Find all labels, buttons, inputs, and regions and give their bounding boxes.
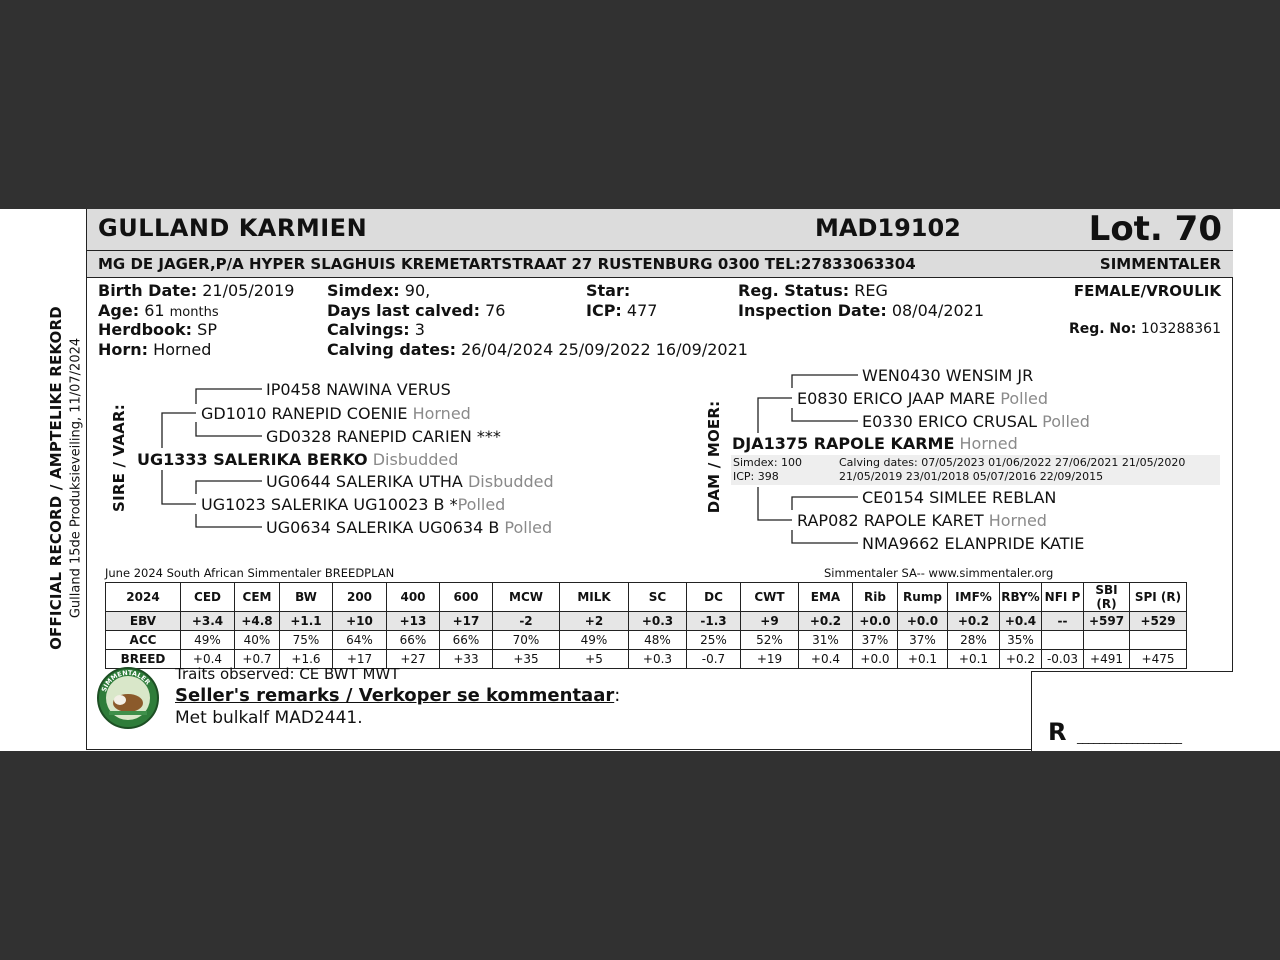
ebv-cell: +3.4: [181, 612, 235, 631]
seller-remarks: Met bulkalf MAD2441.: [175, 708, 363, 728]
ebv-trait-header: NFI P: [1042, 583, 1084, 612]
ebv-cell: 37%: [898, 631, 948, 650]
ebv-cell: +491: [1084, 650, 1130, 669]
ebv-cell: +0.0: [853, 612, 898, 631]
ebv-cell: +4.8: [235, 612, 280, 631]
price-currency: R: [1048, 718, 1067, 746]
breed-label: SIMMENTALER: [1099, 255, 1221, 273]
ebv-trait-header: 200: [333, 583, 387, 612]
ebv-cell: +475: [1130, 650, 1187, 669]
ebv-cell: +529: [1130, 612, 1187, 631]
ebv-trait-header: IMF%: [948, 583, 1000, 612]
ebv-cell: 66%: [440, 631, 493, 650]
ebv-cell: 37%: [853, 631, 898, 650]
ebv-cell: +0.4: [799, 650, 853, 669]
simdex: Simdex: 90,: [327, 281, 431, 300]
dam-calving-dates-2: 21/05/2019 23/01/2018 05/07/2016 22/09/2015: [839, 470, 1104, 483]
ebv-cell: 64%: [333, 631, 387, 650]
ebv-cell: +13: [387, 612, 440, 631]
sire-name: UG1333 SALERIKA BERKO Disbudded: [137, 450, 459, 469]
ebv-cell: +17: [333, 650, 387, 669]
dam-dam: RAP082 RAPOLE KARET Horned: [797, 511, 1047, 530]
ebv-trait-header: BW: [280, 583, 333, 612]
breedplan-website: Simmentaler SA-- www.simmentaler.org: [824, 566, 1054, 580]
ebv-cell: +0.4: [1000, 612, 1042, 631]
ebv-cell: 66%: [387, 631, 440, 650]
ebv-cell: 48%: [629, 631, 687, 650]
sire-dam-sire: UG0644 SALERIKA UTHA Disbudded: [266, 472, 554, 491]
ebv-cell: +5: [560, 650, 629, 669]
inspection-date: Inspection Date: 08/04/2021: [738, 301, 985, 320]
ebv-trait-header: EMA: [799, 583, 853, 612]
ebv-cell: [1130, 631, 1187, 650]
calvings: Calvings: 3: [327, 320, 425, 339]
horn: Horn: Horned: [98, 340, 212, 359]
ebv-cell: 35%: [1000, 631, 1042, 650]
dam-name: DJA1375 RAPOLE KARME Horned: [732, 434, 1018, 453]
star: Star:: [586, 281, 631, 300]
dam-calving-dates: Calving dates: 07/05/2023 01/06/2022 27/06/2021 21/05/2020: [839, 456, 1186, 469]
dam-dam-sire: CE0154 SIMLEE REBLAN: [862, 488, 1057, 507]
ebv-cell: -1.3: [687, 612, 741, 631]
calving-dates: Calving dates: 26/04/2024 25/09/2022 16/09/2021: [327, 340, 748, 359]
dam-sire-dam: E0330 ERICO CRUSAL Polled: [862, 412, 1090, 431]
dam-icp: ICP: 398: [733, 470, 779, 483]
ebv-cell: [1042, 631, 1084, 650]
ebv-cell: +0.1: [948, 650, 1000, 669]
ebv-cell: +33: [440, 650, 493, 669]
ebv-cell: +1.1: [280, 612, 333, 631]
ebv-trait-header: Rib: [853, 583, 898, 612]
ebv-cell: +17: [440, 612, 493, 631]
ebv-row: [106, 612, 1187, 631]
sire-dam: UG1023 SALERIKA UG10023 B *Polled: [201, 495, 506, 514]
dam-sire-sire: WEN0430 WENSIM JR: [862, 366, 1034, 385]
price-line[interactable]: ___________________: [1077, 730, 1182, 744]
reg-number: Reg. No: 103288361: [1068, 321, 1221, 337]
traits-observed: Traits observed: CE BWT MWT: [175, 665, 400, 683]
ebv-cell: +9: [741, 612, 799, 631]
icp: ICP: 477: [586, 301, 658, 320]
sire-sire-dam: GD0328 RANEPID CARIEN ***: [266, 427, 501, 446]
animal-id: MAD19102: [815, 214, 961, 242]
ebv-cell: +0.1: [898, 650, 948, 669]
ebv-cell: +35: [493, 650, 560, 669]
breedplan-caption: June 2024 South African Simmentaler BREEDPLAN: [105, 566, 395, 580]
ebv-trait-header: MCW: [493, 583, 560, 612]
ebv-trait-header: SBI (R): [1084, 583, 1130, 612]
animal-name: GULLAND KARMIEN: [98, 214, 368, 242]
birth-date: Birth Date: 21/05/2019: [98, 281, 295, 300]
ebv-trait-header: SC: [629, 583, 687, 612]
ebv-cell: [1084, 631, 1130, 650]
ebv-trait-header: 400: [387, 583, 440, 612]
ebv-cell: +0.4: [181, 650, 235, 669]
acc-row: [106, 631, 1187, 650]
ebv-cell: +0.3: [629, 650, 687, 669]
ebv-year-header: 2024: [106, 583, 181, 612]
remarks-heading: Seller's remarks / Verkoper se kommentaar:: [175, 685, 621, 706]
ebv-row-label: BREED: [106, 650, 181, 669]
ebv-cell: +10: [333, 612, 387, 631]
ebv-cell: +0.2: [1000, 650, 1042, 669]
ebv-cell: 52%: [741, 631, 799, 650]
svg-text:SIMMENTALER: SIMMENTALER: [99, 668, 152, 693]
ebv-cell: -0.7: [687, 650, 741, 669]
reg-status: Reg. Status: REG: [738, 281, 888, 300]
ebv-cell: -0.03: [1042, 650, 1084, 669]
ebv-trait-header: CWT: [741, 583, 799, 612]
ebv-cell: +597: [1084, 612, 1130, 631]
ebv-cell: 49%: [560, 631, 629, 650]
ebv-cell: +0.2: [799, 612, 853, 631]
dam-sire: E0830 ERICO JAAP MARE Polled: [797, 389, 1049, 408]
dam-simdex: Simdex: 100: [733, 456, 803, 469]
ebv-cell: 25%: [687, 631, 741, 650]
ebv-trait-header: RBY%: [1000, 583, 1042, 612]
owner-address: MG DE JAGER,P/A HYPER SLAGHUIS KREMETARTSTRAAT 27 RUSTENBURG 0300 TEL:27833063304: [98, 255, 916, 273]
ebv-cell: 40%: [235, 631, 280, 650]
sex-label: FEMALE/VROULIK: [1073, 282, 1221, 300]
ebv-trait-header: MILK: [560, 583, 629, 612]
dam-dam-dam: NMA9662 ELANPRIDE KATIE: [862, 534, 1085, 553]
ebv-cell: +0.3: [629, 612, 687, 631]
ebv-table: [105, 582, 1187, 669]
ebv-cell: 31%: [799, 631, 853, 650]
ebv-trait-header: CED: [181, 583, 235, 612]
simmentaler-logo: [97, 667, 161, 731]
ebv-cell: 49%: [181, 631, 235, 650]
ebv-trait-header: Rump: [898, 583, 948, 612]
ebv-trait-header: CEM: [235, 583, 280, 612]
lot-number: Lot. 70: [1088, 209, 1222, 249]
ebv-cell: 70%: [493, 631, 560, 650]
ebv-cell: --: [1042, 612, 1084, 631]
ebv-cell: 75%: [280, 631, 333, 650]
ebv-cell: +19: [741, 650, 799, 669]
ebv-cell: +0.0: [853, 650, 898, 669]
ebv-row-label: EBV: [106, 612, 181, 631]
ebv-cell: +2: [560, 612, 629, 631]
ebv-cell: +27: [387, 650, 440, 669]
sire-sire: GD1010 RANEPID COENIE Horned: [201, 404, 471, 423]
ebv-cell: 28%: [948, 631, 1000, 650]
ebv-cell: +0.0: [898, 612, 948, 631]
ebv-header-row: [106, 583, 1187, 612]
sire-sire-sire: IP0458 NAWINA VERUS: [266, 380, 451, 399]
herdbook: Herdbook: SP: [98, 320, 217, 339]
ebv-trait-header: DC: [687, 583, 741, 612]
ebv-trait-header: 600: [440, 583, 493, 612]
age: Age: 61 months: [98, 301, 219, 320]
ebv-cell: +0.7: [235, 650, 280, 669]
days-last-calved: Days last calved: 76: [327, 301, 506, 320]
ebv-cell: +1.6: [280, 650, 333, 669]
ebv-cell: -2: [493, 612, 560, 631]
sire-dam-dam: UG0634 SALERIKA UG0634 B Polled: [266, 518, 553, 537]
ebv-cell: +0.2: [948, 612, 1000, 631]
ebv-trait-header: SPI (R): [1130, 583, 1187, 612]
ebv-row-label: ACC: [106, 631, 181, 650]
